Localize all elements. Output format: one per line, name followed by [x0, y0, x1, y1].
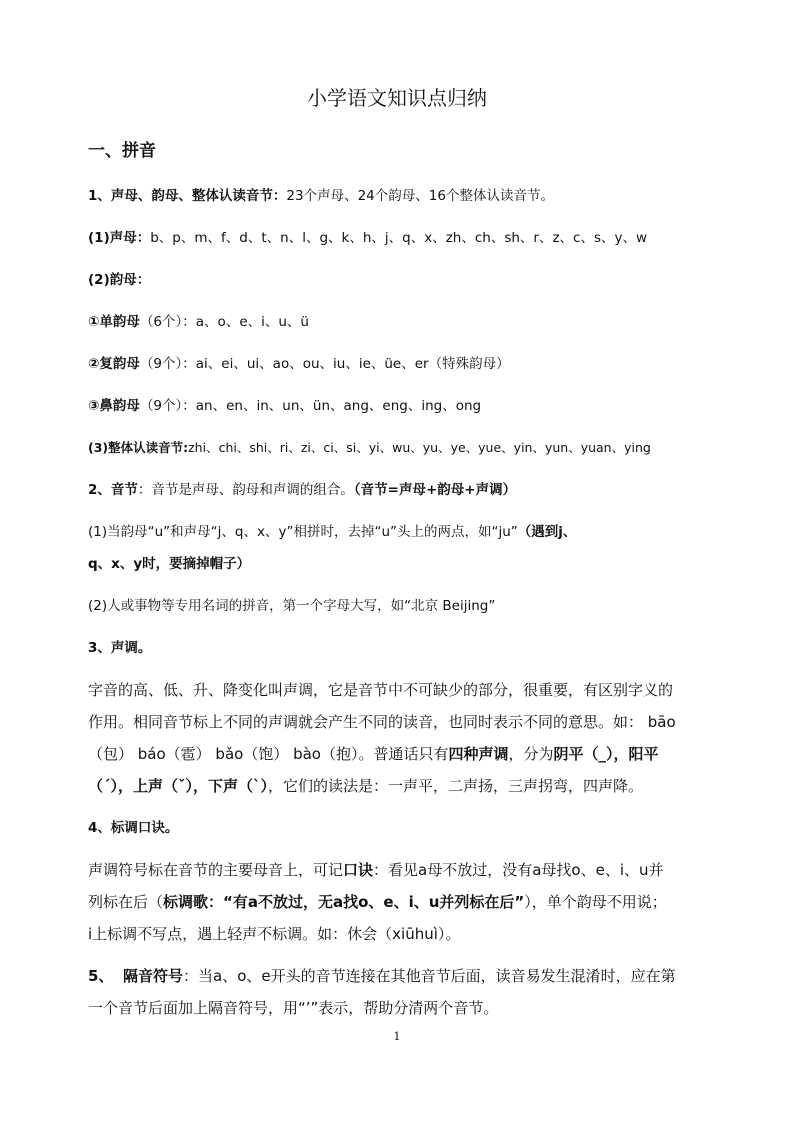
bi-yunmu-heading: ③鼻韵母 [88, 398, 140, 414]
fu-yunmu-count: （9个）： [139, 356, 196, 372]
item-1-heading: 1、声母、韵母、整体认读音节： [88, 188, 287, 204]
bi-yunmu-count: （9个）： [139, 398, 196, 414]
koujue-line-3: i上标调不写点，遇上轻声不标调。如：休会（xiūhuì）。 [88, 925, 461, 943]
rule-1-line-2: q、x、y时，要摘掉帽子） [88, 556, 251, 572]
section-heading-pinyin: 一、拼音 [88, 141, 156, 161]
rule-1-text: (1)当韵母“u”和声母“j、q、x、y”相拼时，去掉“u”头上的两点，如“ju” [88, 524, 518, 540]
yunmu-heading: (2)韵母： [88, 272, 151, 288]
item-2-formula: （音节=声母+韵母+声调） [353, 482, 517, 498]
item-3-heading: 3、声调。 [88, 640, 152, 656]
tone-names-2: （ˊ），上声（ˇ），下声（ˋ） [88, 777, 269, 795]
koujue-song: 标调歌：“有a不放过，无a找o、e、i、u并列标在后” [163, 893, 525, 911]
koujue-line-2 [88, 892, 667, 912]
bi-yunmu-text: an、en、in、un、ün、ang、eng、ing、ong [195, 398, 482, 414]
item-2-text: ：音节是声母、韵母和声调的组合。 [137, 482, 354, 498]
dan-yunmu-count: （6个）： [139, 314, 196, 330]
tone-reading: ，它们的读法是：一声平，二声扬，三声拐弯，四声降。 [268, 777, 644, 795]
rule-2: (2)人或事物等专用名词的拼音，第一个字母大写，如“北京 Beijing” [88, 598, 496, 614]
item-1 [88, 186, 554, 206]
zhengti-line [88, 438, 651, 458]
item-5-heading: 隔音符号 [122, 967, 183, 985]
koujue-l2-start: 列标在后（ [88, 893, 164, 911]
item-1-text: 23个声母、24个韵母、16个整体认读音节。 [286, 188, 554, 204]
shengmu-line [88, 228, 647, 248]
zhengti-heading: (3)整体认读音节: [88, 440, 189, 455]
rule-1-line-1 [88, 522, 576, 542]
tone-para-line-2: 作用。相同音节标上不同的声调就会产生不同的读音，也同时表示不同的意思。如： bāo [88, 713, 676, 731]
zhengti-text: zhi、chi、shi、ri、zi、ci、si、yi、wu、yu、ye、yue、yin、yun、yuan、ying [188, 440, 651, 455]
dan-yunmu-text: a、o、e、i、u、ü [195, 314, 309, 330]
page-number: 1 [393, 1030, 401, 1043]
item-5-number: 5、 [88, 967, 114, 985]
item-2 [88, 480, 516, 500]
dan-yunmu-line [88, 312, 309, 332]
koujue-intro: 声调符号标在音节的主要母音上，可记 [88, 861, 344, 879]
tone-para-line-3 [88, 744, 659, 764]
tone-names-1: 阴平（_），阳平 [553, 745, 659, 763]
dan-yunmu-heading: ①单韵母 [88, 314, 140, 330]
shengmu-heading: (1)声母： [88, 230, 151, 246]
koujue-l2-end: ），单个韵母不用说； [524, 893, 667, 911]
document-title: 小学语文知识点归纳 [307, 86, 487, 110]
koujue-rule: ：看见a母不放过，没有a母找o、e、i、u并 [373, 861, 664, 879]
bi-yunmu-line [88, 396, 481, 416]
item-4-heading: 4、标调口诀。 [88, 820, 179, 836]
rule-1-emphasis: （遇到j、 [517, 524, 577, 540]
tone-examples: （包） báo（雹） bǎo（饱） bào（抱）。普通话只有 [88, 745, 449, 763]
shengmu-text: b、p、m、f、d、t、n、l、g、k、h、j、q、x、zh、ch、sh、r、z、c、s、y、w [150, 230, 648, 246]
koujue-word: 口诀 [343, 861, 374, 879]
tone-para-line-1: 字音的高、低、升、降变化叫声调，它是音节中不可缺少的部分，很重要，有区别字义的 [88, 681, 674, 699]
item-2-heading: 2、音节 [88, 482, 138, 498]
item-5-line-2: 一个音节后面加上隔音符号，用“’”表示，帮助分清两个音节。 [88, 999, 499, 1017]
tone-split: ，分为 [508, 745, 554, 763]
fu-yunmu-heading: ②复韵母 [88, 356, 140, 372]
tone-four-tones: 四种声调 [448, 745, 509, 763]
fu-yunmu-text: ai、ei、ui、ao、ou、iu、ie、üe、er（特殊韵母） [195, 356, 510, 372]
koujue-line-1 [88, 860, 664, 880]
item-5-text: ：当a、o、e开头的音节连接在其他音节后面，读音易发生混淆时，应在第 [183, 967, 676, 985]
tone-para-line-4 [88, 776, 643, 796]
fu-yunmu-line [88, 354, 510, 374]
item-5-line-1 [88, 966, 676, 986]
